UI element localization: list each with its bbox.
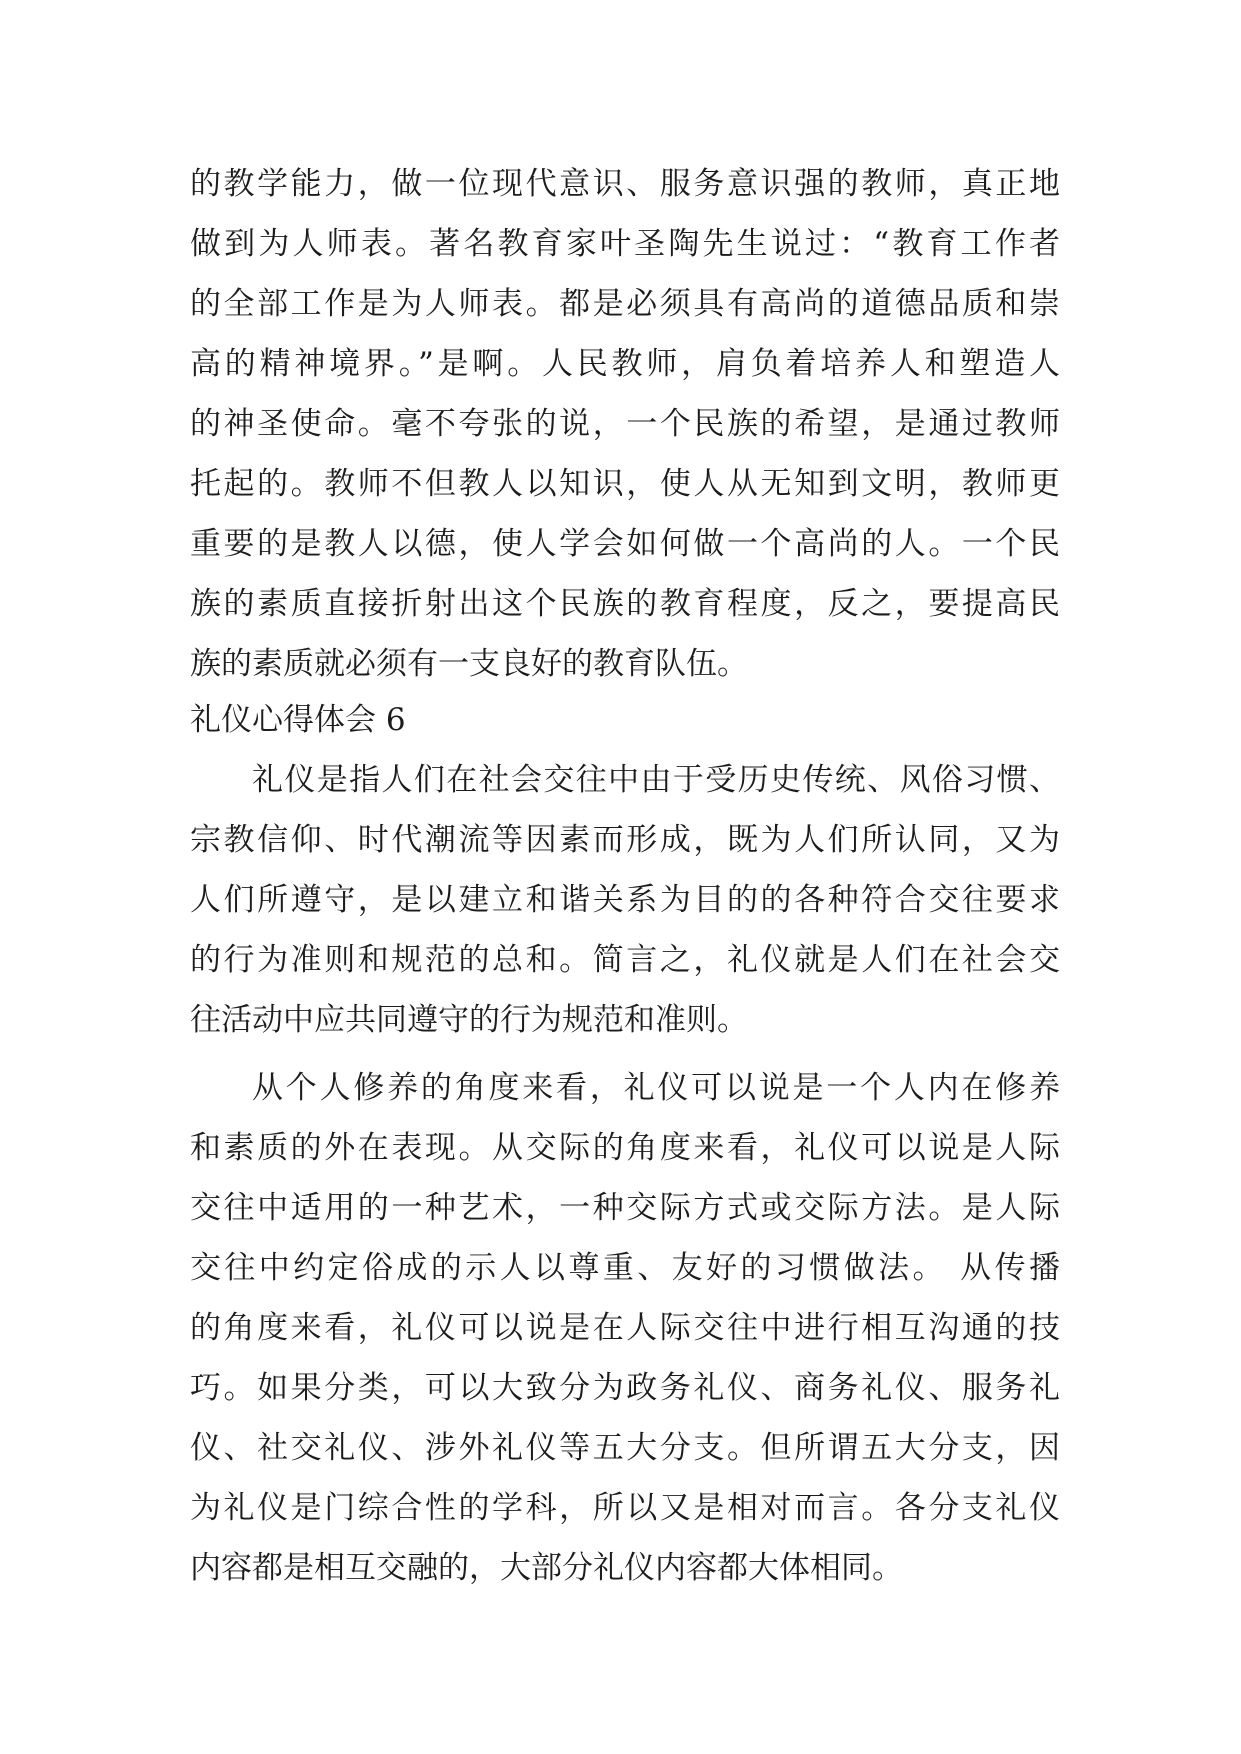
text-line: 从个人修养的角度来看，礼仪可以说是一个人内在修养	[252, 1070, 1060, 1106]
text-line: 宗教信仰、时代潮流等因素而形成，既为人们所认同，又为	[190, 822, 1060, 858]
text-line: 的教学能力，做一位现代意识、服务意识强的教师，真正地	[190, 166, 1060, 202]
text-line: 往活动中应共同遵守的行为规范和准则。	[190, 1002, 748, 1038]
section-heading: 礼仪心得体会 6	[190, 702, 406, 738]
text-line: 人们所遵守，是以建立和谐关系为目的的各种符合交往要求	[190, 882, 1060, 918]
text-line: 的神圣使命。毫不夸张的说，一个民族的希望，是通过教师	[190, 406, 1060, 442]
text-line: 仪、社交礼仪、涉外礼仪等五大分支。但所谓五大分支，因	[190, 1430, 1060, 1466]
text-line: 托起的。教师不但教人以知识，使人从无知到文明，教师更	[190, 466, 1060, 502]
text-line: 交往中适用的一种艺术，一种交际方式或交际方法。是人际	[190, 1190, 1060, 1226]
text-line: 和素质的外在表现。从交际的角度来看，礼仪可以说是人际	[190, 1130, 1060, 1166]
text-line: 的行为准则和规范的总和。简言之，礼仪就是人们在社会交	[190, 942, 1060, 978]
text-line: 内容都是相互交融的，大部分礼仪内容都大体相同。	[190, 1550, 903, 1586]
text-line: 族的素质就必须有一支良好的教育队伍。	[190, 646, 748, 682]
text-line: 的全部工作是为人师表。都是必须具有高尚的道德品质和崇	[190, 286, 1060, 322]
text-line: 巧。如果分类，可以大致分为政务礼仪、商务礼仪、服务礼	[190, 1370, 1060, 1406]
text-line: 为礼仪是门综合性的学科，所以又是相对而言。各分支礼仪	[190, 1490, 1060, 1526]
text-line: 重要的是教人以德，使人学会如何做一个高尚的人。一个民	[190, 526, 1060, 562]
text-line: 高的精神境界。”是啊。人民教师，肩负着培养人和塑造人	[190, 346, 1060, 382]
text-line: 族的素质直接折射出这个民族的教育程度，反之，要提高民	[190, 586, 1060, 622]
text-line: 的角度来看，礼仪可以说是在人际交往中进行相互沟通的技	[190, 1310, 1060, 1346]
text-line: 礼仪是指人们在社会交往中由于受历史传统、风俗习惯、	[252, 762, 1060, 798]
text-line: 交往中约定俗成的示人以尊重、友好的习惯做法。 从传播	[190, 1250, 1060, 1286]
text-line: 做到为人师表。著名教育家叶圣陶先生说过：“教育工作者	[190, 226, 1060, 262]
